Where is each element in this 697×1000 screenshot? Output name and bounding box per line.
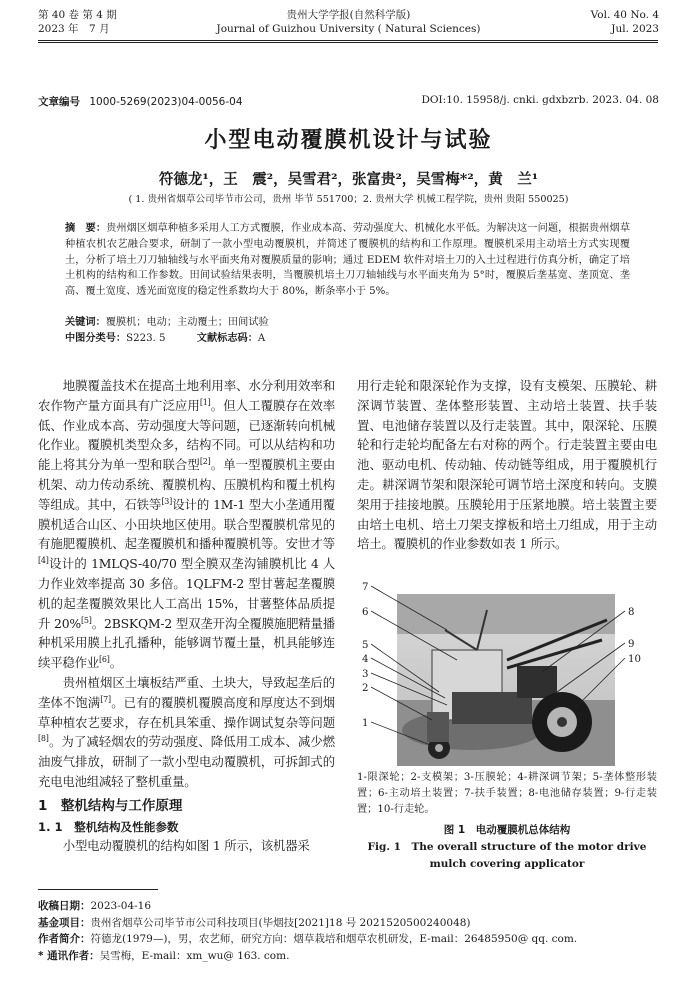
received-label: 收稿日期： bbox=[38, 900, 91, 912]
affiliation: ( 1. 贵州省烟草公司毕节市公司，贵州 毕节 551700；2. 贵州大学 机械工程学院，贵州 贵阳 550025) bbox=[128, 194, 569, 205]
callout-6: 6 bbox=[362, 607, 369, 618]
section-heading-1: 1 整机结构与工作原理 bbox=[38, 797, 183, 814]
figure-1 bbox=[357, 580, 657, 770]
citation-marker: [5] bbox=[80, 615, 92, 625]
figure-caption-cn: 图 1 电动覆膜机总体结构 bbox=[443, 824, 571, 836]
article-title: 小型电动覆膜机设计与试验 bbox=[204, 128, 493, 153]
date-en: Jul. 2023 bbox=[611, 23, 659, 35]
clc-value: S223. 5 bbox=[126, 333, 166, 344]
volume-issue: 第 40 卷 第 4 期 bbox=[38, 9, 117, 21]
fund-project bbox=[38, 915, 658, 932]
article-no: 1000-5269(2023)04-0056-04 bbox=[89, 96, 243, 108]
structure-paragraph: 用行走轮和限深轮作为支撑，设有支模架、压膜轮、耕深调节装置、垄体整形装置、主动培土装置、扶手装置、电池储存装置以及行走装置。其中，限深轮、压膜轮和行走轮均配备左右对称的两个。行走装置主要由电池、驱动电机、传动轴、传动链等组成，用于覆膜机行走。耕深调节架和限深轮可调节培土深度和转向。支膜架用于挂接地膜。压膜轮用于压紧地膜。培土装置主要由培土电机、培土刀架支撑板和培土刀组成，用于主动培土。覆膜机的作业参数如表 1 所示。 bbox=[357, 378, 657, 552]
callout-3: 3 bbox=[362, 669, 369, 680]
doc-code-label: 文献标志码： bbox=[196, 333, 258, 344]
fund-value: 贵州省烟草公司毕节市公司科技项目(毕烟技[2021]18 号 2021520500240048) bbox=[90, 916, 471, 929]
callout-10: 10 bbox=[628, 654, 641, 665]
doc-code-value: A bbox=[257, 333, 266, 344]
doi: DOI:10. 15958/j. cnki. gdxbzrb. 2023. 04. 08 bbox=[421, 94, 659, 106]
figure-legend: 1-限深轮；2-支模架；3-压膜轮；4-耕深调节架；5-垄体整形装置；6-主动培土装置；7-扶手装置；8-电池储存装置；9-行走装置；10-行走轮。 bbox=[357, 772, 657, 815]
received-value: 2023-04-16 bbox=[90, 900, 152, 912]
callout-1: 1 bbox=[362, 718, 369, 729]
callout-8: 8 bbox=[628, 607, 635, 618]
journal-name-en: Journal of Guizhou University ( Natural Sciences) bbox=[216, 23, 481, 35]
volume-en: Vol. 40 No. 4 bbox=[590, 9, 659, 21]
figure-caption-en-line2: mulch covering applicator bbox=[429, 858, 585, 870]
intro-paragraph-1: 地膜覆盖技术在提高土地利用率、水分利用效率和农作物产量方面具有广泛应用[1]。但人工覆膜存在效率低、作业成本高、劳动强度大等问题，已逐渐转向机械化作业。覆膜机类型众多，结构不同。可以从结构和功能上将其分为单一型和联合型[2]。单一型覆膜机主要由机架、动力传动系统、覆膜机构、压膜机构和覆土机构等组成。其中，石铁等[3]设计的 1M-1 型大小垄通用覆膜机适合山区、小田块地区使用。联合型覆膜机常见的有施肥覆膜机、起垄覆膜机和播种覆膜机等。安世才等[4]设计的 1MLQS-40/70 型全膜双垄沟铺膜机比 4 人力作业效率提高 30 多倍。1QLFM-2 型甘薯起垄覆膜机的起垄覆膜效果比人工高出 15%，甘薯整体品质提升 20%[5]。2BSKQM-2 型双垄开沟全覆膜施肥精量播种机采用膜上扎孔播种，能够调节覆土量，机具能够连续平稳作业[6]。 bbox=[38, 378, 336, 671]
footnote-rule bbox=[38, 889, 158, 890]
keywords-text: 覆膜机；电动；主动覆土；田间试验 bbox=[105, 317, 269, 328]
callout-2: 2 bbox=[362, 683, 369, 694]
author-bio bbox=[38, 931, 658, 948]
citation-marker: [6] bbox=[98, 655, 110, 665]
author-label: 作者简介： bbox=[38, 933, 91, 945]
classification bbox=[65, 331, 630, 347]
citation-marker: [4] bbox=[38, 556, 49, 566]
intro-paragraph-2: 贵州植烟区土壤板结严重、土块大，导致起垄后的垄体不饱满[7]。已有的覆膜机覆膜高度和厚度达不到烟草种植农艺要求，存在机具笨重、操作调试复杂等问题[8]。为了减轻烟农的劳动强度、降低用工成本、减少燃油废气排放，研制了一款小型电动覆膜机，可拆卸式的充电电池组减轻了整机重量。 bbox=[38, 674, 335, 789]
callout-7: 7 bbox=[362, 582, 369, 593]
header-rule-2 bbox=[38, 42, 658, 43]
received-date bbox=[38, 898, 658, 915]
fund-label: 基金项目： bbox=[38, 916, 91, 929]
callout-5: 5 bbox=[362, 640, 369, 651]
figure-caption-en-line1: Fig. 1 The overall structure of the motor drive bbox=[367, 841, 647, 853]
callout-9: 9 bbox=[628, 639, 635, 650]
abstract-text: 贵州烟区烟草种植多采用人工方式覆膜，作业成本高、劳动强度大、机械化水平低。为解决这一问题，根据贵州烟草种植农机农艺融合要求，研制了一款小型电动覆膜机，并简述了覆膜机的结构和工作原理。覆膜机采用主动培土方式实现覆土，分析了培土刀刀轴轴线与水平面夹角对覆膜质量的影响；通过 EDEM 软件对培土刀的入土过程进行仿真分析，确定了培土机构的结构和工作参数。田间试验结果表明，当覆膜机培土刀刀轴轴线与水平面夹角为 5°时，覆膜后垄基宽、垄顶宽、垄高、覆土宽度、透光面宽度的稳定性系数均大于 80%，断条率小于 5%。 bbox=[65, 223, 631, 298]
issue-date: 2023 年 7 月 bbox=[38, 23, 110, 35]
citation-marker: [8] bbox=[38, 734, 49, 744]
article-no-label: 文章编号 bbox=[38, 96, 80, 108]
header-rule bbox=[38, 40, 658, 41]
abstract bbox=[65, 221, 630, 300]
author-value: 符德龙(1979—)，男，农艺师，研究方向：烟草栽培和烟草农机研发，E-mail：26485950@ qq. com. bbox=[90, 933, 578, 945]
footnotes bbox=[38, 898, 658, 964]
figure-caption-en bbox=[357, 839, 657, 873]
corresponding-author bbox=[38, 948, 658, 965]
callout-4: 4 bbox=[362, 654, 369, 665]
subsection-heading-1-1: 1. 1 整机结构及性能参数 bbox=[38, 819, 179, 834]
corr-value: 吴雪梅，E-mail：xm_wu@ 163. com. bbox=[99, 949, 290, 962]
keywords bbox=[65, 315, 630, 331]
journal-name-cn: 贵州大学学报(自然科学版) bbox=[286, 9, 411, 21]
authors: 符德龙¹，王 震²，吴雪君²，张富贵²，吴雪梅*²，黄 兰¹ bbox=[158, 171, 539, 188]
left-column bbox=[38, 376, 335, 856]
section-paragraph-1: 小型电动覆膜机的结构如图 1 所示，该机器采 bbox=[62, 837, 310, 853]
citation-marker: [2] bbox=[199, 457, 211, 467]
citation-marker: [3] bbox=[161, 496, 173, 506]
corr-label: * 通讯作者： bbox=[38, 949, 100, 962]
keywords-label: 关键词： bbox=[65, 317, 106, 328]
callout-leader-lines bbox=[357, 580, 657, 770]
citation-marker: [7] bbox=[100, 694, 111, 704]
right-column bbox=[357, 376, 657, 554]
abstract-label: 摘 要： bbox=[65, 223, 107, 234]
clc-label: 中图分类号： bbox=[65, 333, 127, 344]
citation-marker: [1] bbox=[199, 397, 211, 407]
